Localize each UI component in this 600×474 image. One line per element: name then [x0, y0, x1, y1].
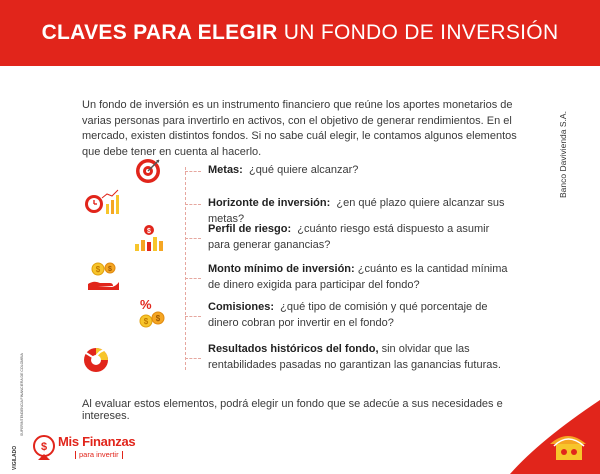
item-description: ¿qué tipo de comisión y qué porcentaje de dinero cobran por invertir en el fondo?	[208, 301, 488, 329]
item-description: ¿cuánto es la cantidad mínima de dinero exigida para participar del fondo?	[208, 263, 508, 291]
timeline-tick	[185, 278, 201, 279]
logo-divider	[75, 451, 76, 459]
page-title-bold: CLAVES PARA ELEGIR	[41, 21, 278, 44]
item-label: Perfil de riesgo:	[208, 223, 292, 235]
logo-divider	[122, 451, 123, 459]
timeline-tick	[185, 171, 201, 172]
vigilado-sub-label: SUPERINTENDENCIA FINANCIERA DE COLOMBIA	[20, 353, 24, 436]
item-text	[208, 163, 508, 179]
timeline-tick	[185, 204, 201, 205]
item-label: Metas:	[208, 164, 243, 176]
item-label: Horizonte de inversión:	[208, 197, 331, 209]
mis-finanzas-logo	[32, 432, 152, 468]
item-description: ¿en qué plazo quiere alcanzar sus metas?	[208, 197, 505, 225]
svg-text:$: $	[95, 265, 101, 274]
page-title-light: UN FONDO DE INVERSIÓN	[283, 21, 559, 44]
item-description: sin olvidar que las rentabilidades pasadas no garantizan las ganancias futuras.	[208, 343, 501, 371]
closing-paragraph: Al evaluar estos elementos, podrá elegir un fondo que se adecúe a sus necesidades e intereses.	[82, 398, 503, 422]
logo-subtitle	[72, 450, 126, 459]
percent-coins-icon	[136, 298, 168, 330]
svg-text:%: %	[140, 298, 152, 312]
svg-text:$: $	[108, 266, 112, 273]
vigilado-label: VIGILADO	[12, 445, 18, 470]
alarm-chart-icon	[84, 188, 120, 216]
side-credit: Banco Davivienda S.A.	[558, 111, 568, 198]
item-description: ¿cuánto riesgo está dispuesto a asumir para generar ganancias?	[208, 223, 490, 251]
timeline-tick	[185, 358, 201, 359]
target-icon	[134, 157, 162, 185]
logo-coin-icon	[32, 434, 56, 462]
item-text	[208, 300, 508, 331]
history-chart-icon	[82, 344, 114, 374]
item-text	[208, 262, 508, 293]
svg-text:$: $	[147, 228, 151, 235]
item-text	[208, 222, 508, 253]
item-label: Monto mínimo de inversión:	[208, 263, 355, 275]
svg-text:$: $	[143, 317, 149, 326]
timeline-tick	[185, 238, 201, 239]
page-title	[42, 21, 559, 45]
item-label: Resultados históricos del fondo,	[208, 343, 379, 355]
coins-hand-icon	[86, 262, 120, 292]
logo-subtitle-text: para invertir	[79, 450, 119, 459]
risk-chart-icon	[132, 224, 166, 252]
header-banner	[0, 0, 600, 66]
davivienda-house-logo	[510, 400, 600, 474]
item-label: Comisiones:	[208, 301, 275, 313]
logo-title: Mis Finanzas	[58, 434, 136, 449]
timeline-tick	[185, 316, 201, 317]
svg-text:$: $	[40, 441, 48, 453]
intro-paragraph: Un fondo de inversión es un instrumento financiero que reúne los aportes monetarios de varias personas para invertirlo en activos, con el objetivo de generar rendimientos. En el mercado, existen distintos fondos. Si no sabe cuál elegir, le contamos algunos elementos que debe tener en cuenta al hacerlo.	[82, 99, 517, 158]
timeline-line	[185, 167, 186, 370]
svg-text:$: $	[155, 314, 161, 323]
item-description: ¿qué quiere alcanzar?	[248, 164, 359, 176]
item-text	[208, 342, 508, 373]
